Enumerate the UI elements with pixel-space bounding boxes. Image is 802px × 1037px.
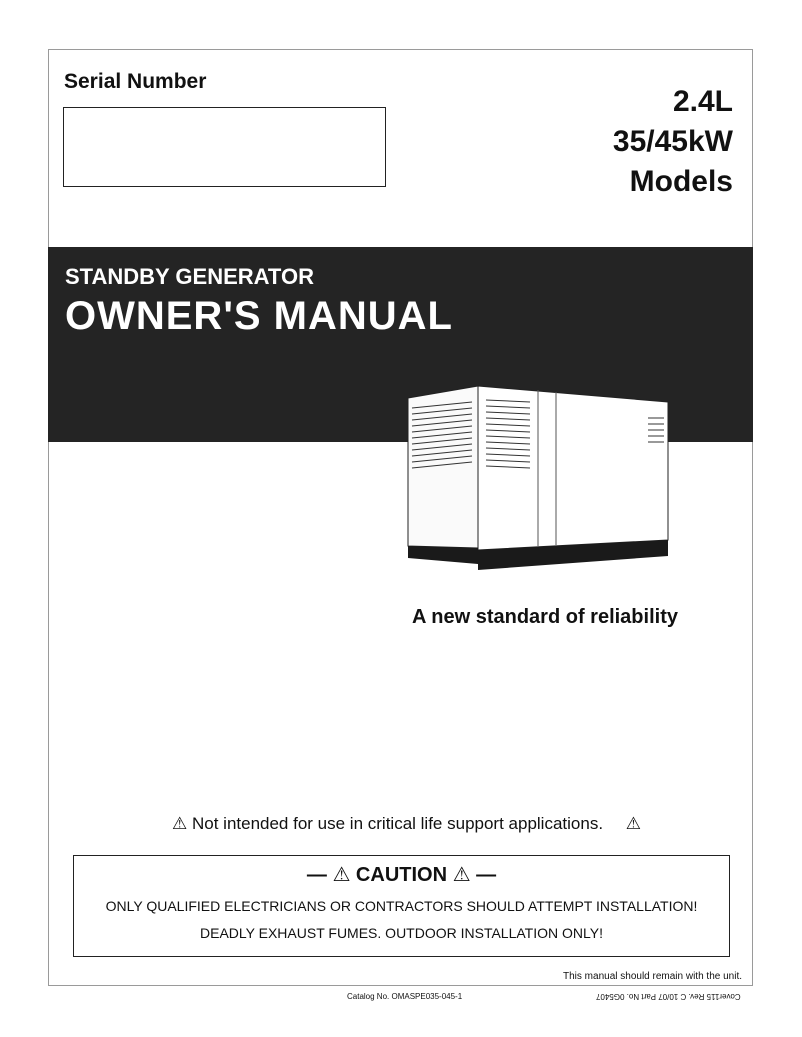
part-number: Cover115 Rev. C 10/07 Part No. 0G5407 (596, 992, 741, 1001)
model-heading (613, 82, 733, 202)
catalog-number: Catalog No. OMASPE035-045-1 (347, 992, 463, 1001)
serial-number-box (63, 107, 386, 187)
caution-line-installation: ONLY QUALIFIED ELECTRICIANS OR CONTRACTORS SHOULD ATTEMPT INSTALLATION! (105, 898, 698, 914)
caution-line-exhaust: DEADLY EXHAUST FUMES. OUTDOOR INSTALLATION ONLY! (200, 925, 603, 941)
model-engine: 2.4L (672, 85, 733, 118)
tagline: A new standard of reliability (412, 606, 678, 628)
model-word: Models (629, 165, 733, 198)
banner-title: OWNER'S MANUAL (65, 294, 453, 338)
warning-icon: ⚠ (625, 814, 642, 833)
caution-box (73, 855, 730, 957)
remain-with-unit-note: This manual should remain with the unit. (563, 971, 742, 982)
caution-title: — ⚠ CAUTION ⚠ — (306, 864, 497, 886)
life-support-notice (172, 814, 641, 834)
model-power: 35/45kW (612, 125, 733, 158)
notice-text: Not intended for use in critical life support applications. (191, 814, 604, 833)
serial-number-label: Serial Number (64, 70, 207, 93)
banner-subtitle: STANDBY GENERATOR (65, 264, 314, 289)
warning-icon: ⚠ (172, 814, 188, 833)
generator-illustration (398, 378, 690, 578)
